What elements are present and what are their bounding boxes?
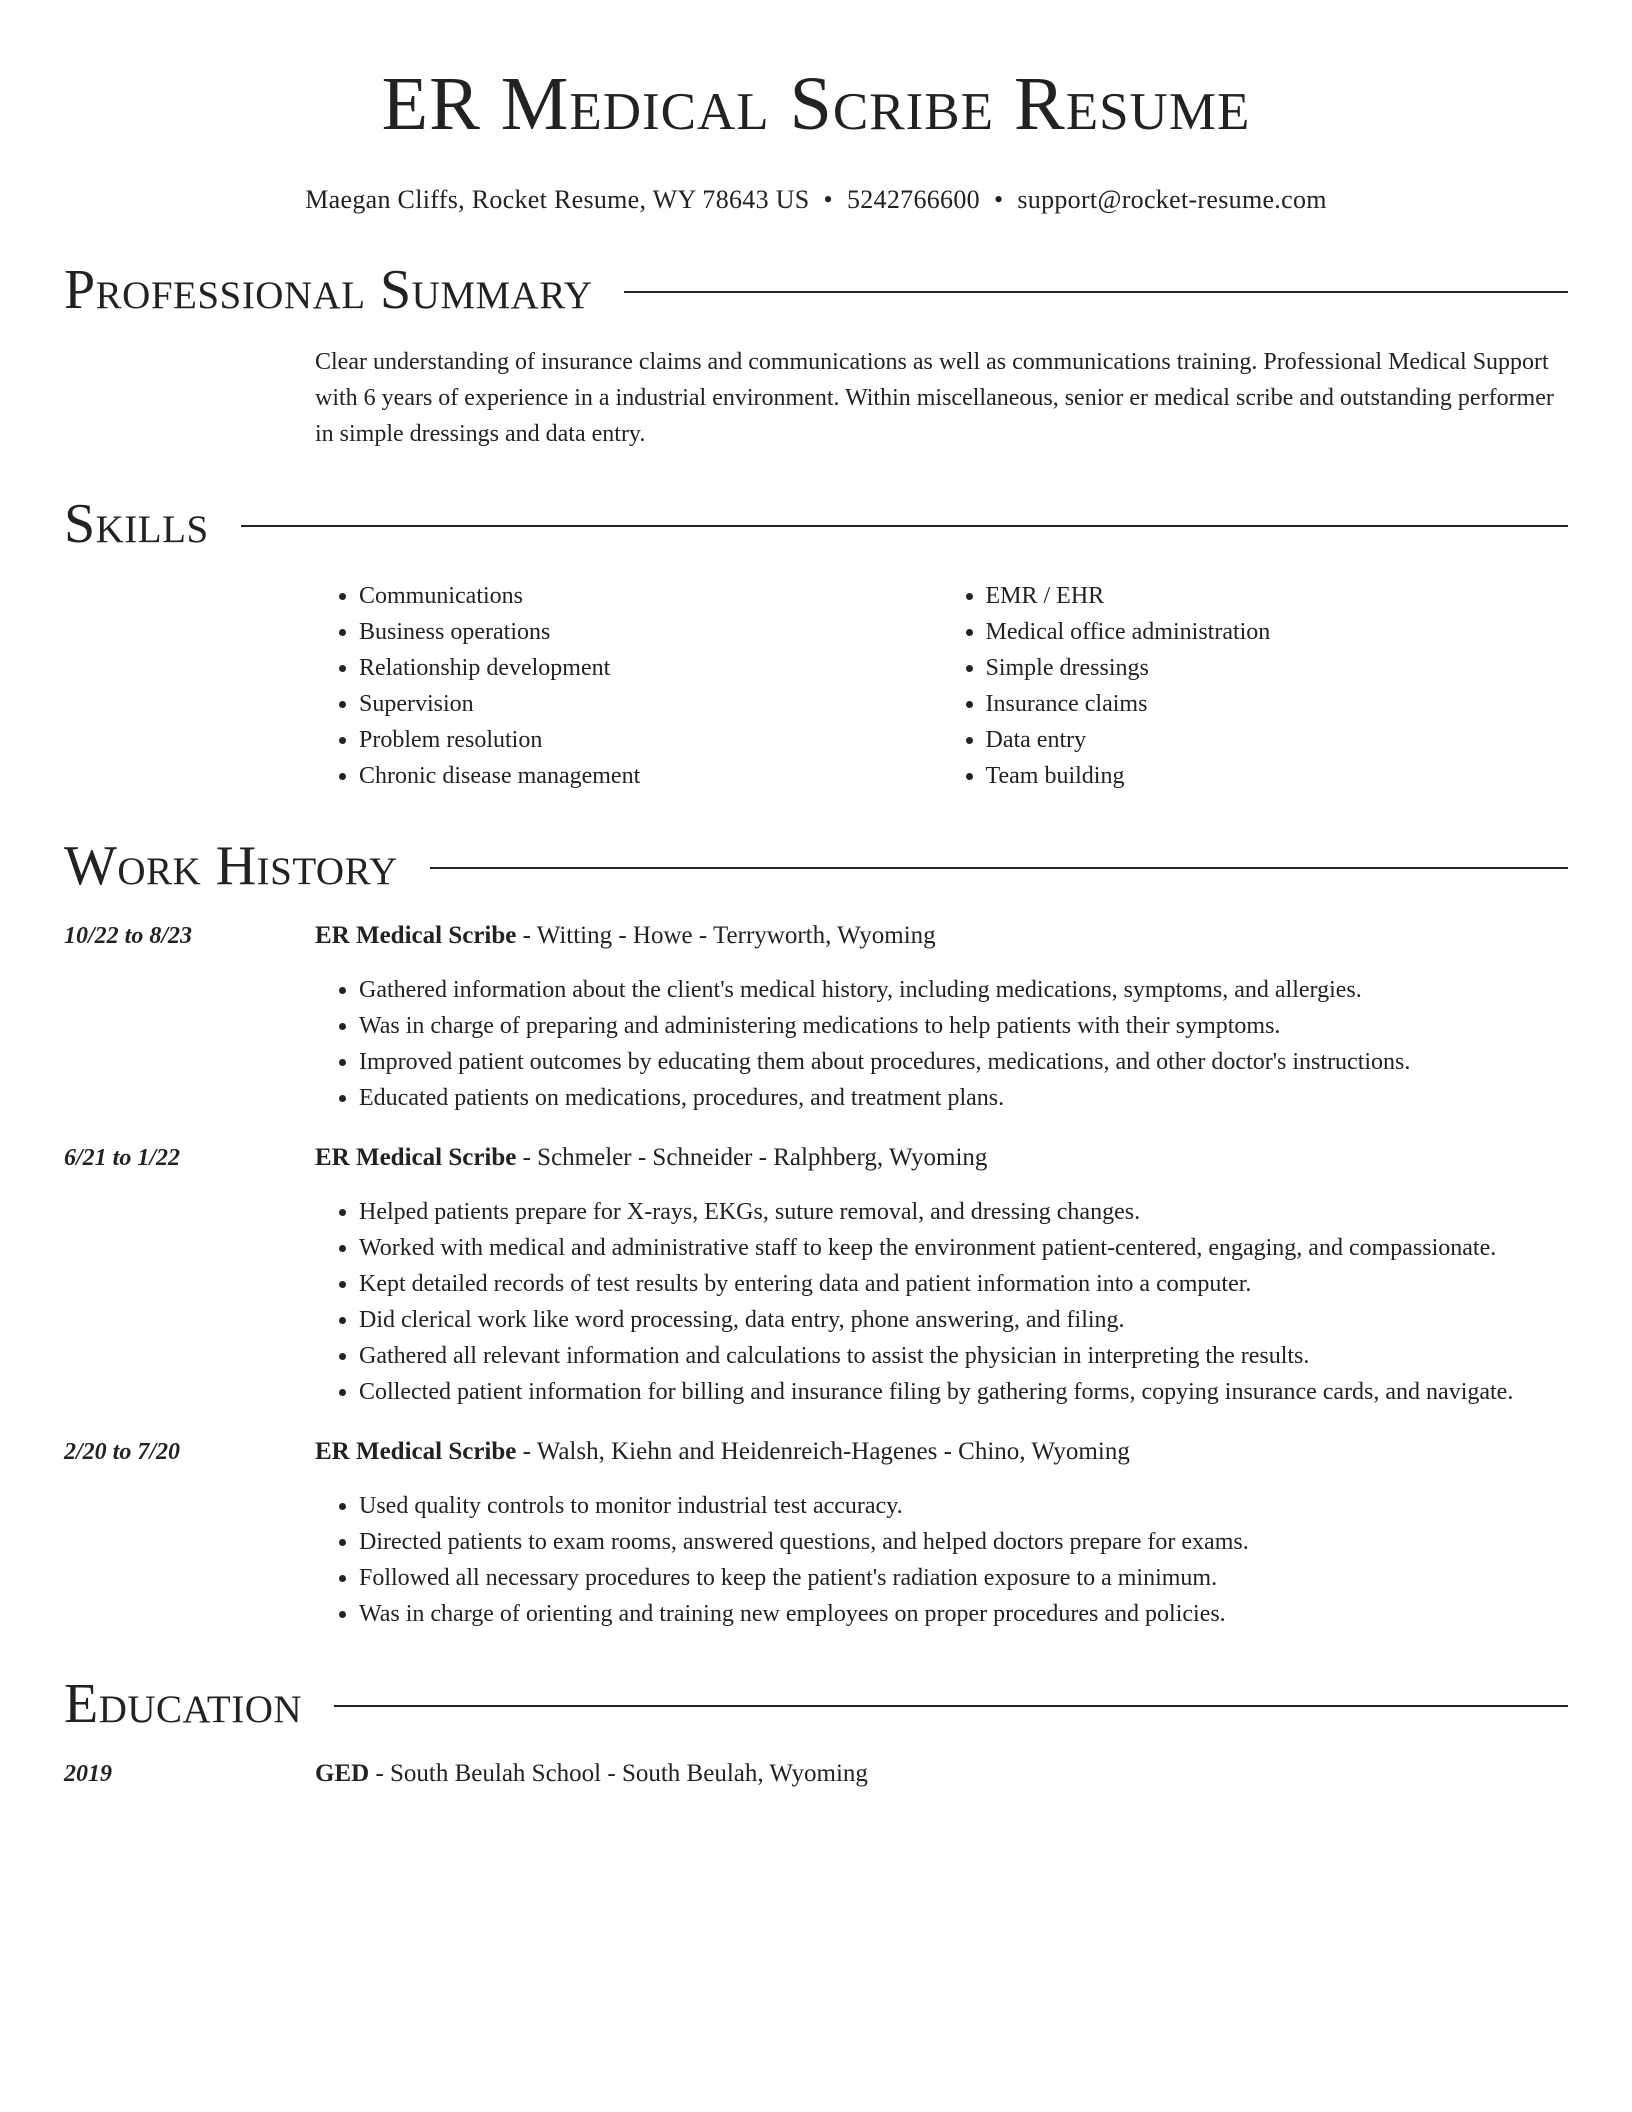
job-role: ER Medical Scribe xyxy=(315,922,517,949)
job-bullet: • Did clerical work like word processing, data entry, phone answering, and filing. xyxy=(359,1302,1568,1338)
job-title-line xyxy=(315,918,936,954)
skill-item: • EMR / EHR xyxy=(986,578,1569,614)
job-employer: - Schmeler - Schneider - Ralphberg, Wyoming xyxy=(516,1144,988,1171)
contact-address: Maegan Cliffs, Rocket Resume, WY 78643 US xyxy=(305,185,810,214)
job-bullet: • Directed patients to exam rooms, answered questions, and helped doctors prepare for exams. xyxy=(359,1524,1568,1560)
job-role: ER Medical Scribe xyxy=(315,1144,517,1171)
job-bullet: • Was in charge of orienting and training new employees on proper procedures and policies. xyxy=(359,1596,1568,1632)
job-bullet: • Was in charge of preparing and administering medications to help patients with their symptoms. xyxy=(359,1008,1568,1044)
job-dates: 6/21 to 1/22 xyxy=(64,1145,181,1171)
job-bullet: • Gathered all relevant information and calculations to assist the physician in interpreting the results. xyxy=(359,1338,1568,1374)
skill-item: • Communications xyxy=(359,578,942,614)
section-divider xyxy=(241,525,1568,527)
job-entry xyxy=(64,1434,1568,1632)
education-heading: Education xyxy=(64,1673,303,1735)
contact-line xyxy=(64,182,1568,218)
work-section-header xyxy=(64,834,1568,898)
skill-item: • Medical office administration xyxy=(986,614,1569,650)
skill-item: • Problem resolution xyxy=(359,722,942,758)
summary-text: Clear understanding of insurance claims and communications as well as communications training. Professional Medical Support with 6 years of experience in a industrial environment. Within miscellaneous, senior er medical scribe and outstanding performer in simple dressings and data entry. xyxy=(315,349,1554,447)
section-divider xyxy=(430,867,1568,869)
skill-item: • Insurance claims xyxy=(986,686,1569,722)
job-bullet: • Helped patients prepare for X-rays, EKGs, suture removal, and dressing changes. xyxy=(359,1194,1568,1230)
job-employer: - Witting - Howe - Terryworth, Wyoming xyxy=(516,922,936,949)
job-title-line xyxy=(315,1140,987,1176)
section-divider xyxy=(624,291,1568,293)
skill-item: • Business operations xyxy=(359,614,942,650)
skills-heading: Skills xyxy=(64,493,209,555)
job-bullet: • Improved patient outcomes by educating them about procedures, medications, and other doctor's instructions. xyxy=(359,1044,1568,1080)
summary-heading: Professional Summary xyxy=(64,259,593,321)
job-bullets xyxy=(315,1488,1568,1632)
job-bullet: • Followed all necessary procedures to keep the patient's radiation exposure to a minimum. xyxy=(359,1560,1568,1596)
skills-column-left xyxy=(315,578,942,794)
summary-section-header xyxy=(64,258,1568,322)
education-school: - South Beulah School - South Beulah, Wyoming xyxy=(369,1760,868,1787)
job-employer: - Walsh, Kiehn and Heidenreich-Hagenes - Chino, Wyoming xyxy=(516,1438,1130,1465)
skill-item: • Chronic disease management xyxy=(359,758,942,794)
contact-separator: • xyxy=(993,185,1004,214)
education-line xyxy=(315,1756,868,1792)
job-bullets xyxy=(315,972,1568,1116)
skills-column-right xyxy=(942,578,1569,794)
skill-item: • Team building xyxy=(986,758,1569,794)
education-year: 2019 xyxy=(64,1761,112,1787)
education-degree: GED xyxy=(315,1760,370,1787)
job-bullet: • Gathered information about the client's medical history, including medications, symptoms, and allergies. xyxy=(359,972,1568,1008)
contact-email: support@rocket-resume.com xyxy=(1017,185,1327,214)
contact-separator: • xyxy=(823,185,833,214)
job-title-line xyxy=(315,1434,1130,1470)
section-divider xyxy=(334,1705,1568,1707)
skills-list xyxy=(315,578,1568,794)
job-entry xyxy=(64,1140,1568,1410)
skill-item: • Simple dressings xyxy=(986,650,1569,686)
work-history-list xyxy=(64,918,1568,1632)
job-entry xyxy=(64,918,1568,1116)
job-dates: 2/20 to 7/20 xyxy=(64,1439,181,1465)
job-dates: 10/22 to 8/23 xyxy=(64,923,193,949)
job-role: ER Medical Scribe xyxy=(315,1438,517,1465)
job-bullet: • Kept detailed records of test results by entering data and patient information into a computer. xyxy=(359,1266,1568,1302)
job-bullet: • Collected patient information for billing and insurance filing by gathering forms, copying insurance cards, and navigate. xyxy=(359,1374,1568,1410)
skills-section-header xyxy=(64,492,1568,556)
job-bullet: • Used quality controls to monitor industrial test accuracy. xyxy=(359,1488,1568,1524)
job-bullets xyxy=(315,1194,1568,1410)
job-bullet: • Worked with medical and administrative staff to keep the environment patient-centered, engaging, and compassionate. xyxy=(359,1230,1568,1266)
contact-phone: 5242766600 xyxy=(846,185,980,214)
job-bullet: • Educated patients on medications, procedures, and treatment plans. xyxy=(359,1080,1568,1116)
education-section-header xyxy=(64,1672,1568,1736)
work-heading: Work History xyxy=(64,835,398,897)
skill-item: • Relationship development xyxy=(359,650,942,686)
skill-item: • Data entry xyxy=(986,722,1569,758)
skill-item: • Supervision xyxy=(359,686,942,722)
education-entry xyxy=(64,1756,1568,1792)
resume-title: ER Medical Scribe Resume xyxy=(381,62,1251,146)
